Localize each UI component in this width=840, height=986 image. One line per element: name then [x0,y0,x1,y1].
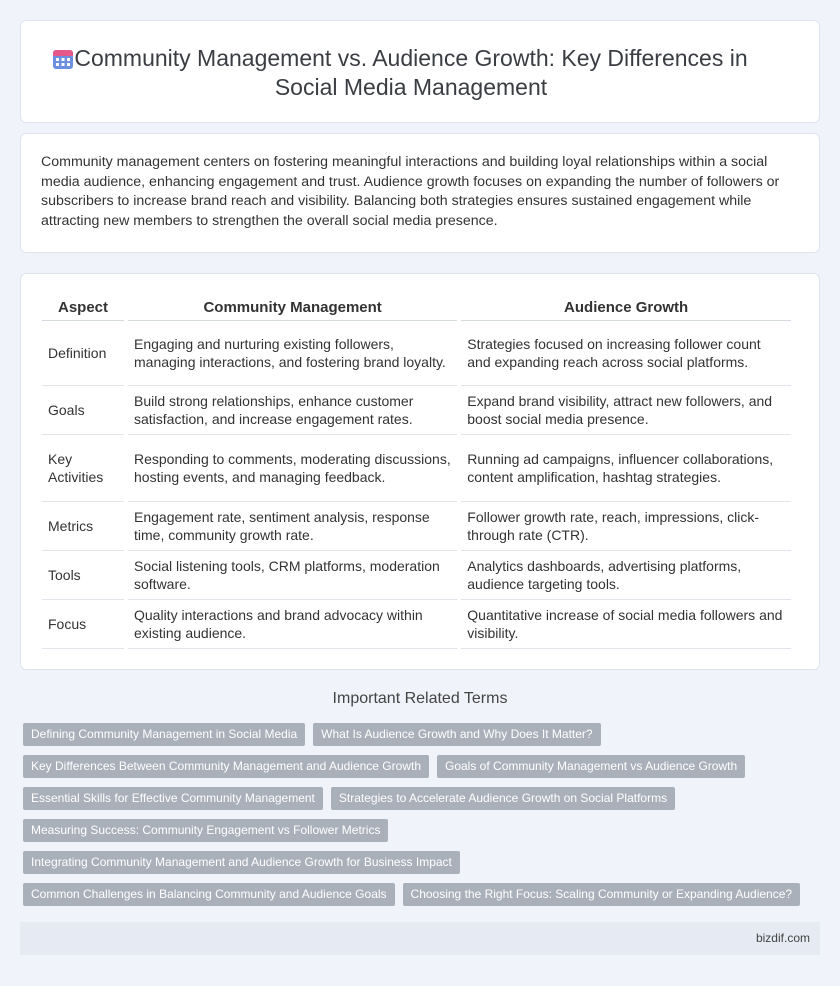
intro-card [20,133,820,253]
header-aspect: Aspect [42,294,124,321]
related-terms-list [23,723,803,906]
row-audience-cell: Strategies focused on increasing follower count and expanding reach across social platforms. [461,321,791,386]
row-aspect: Key Activities [42,435,124,502]
table-row [42,321,791,386]
footer [20,922,820,955]
related-term-link[interactable]: What Is Audience Growth and Why Does It Matter? [313,723,600,746]
related-term-link[interactable]: Goals of Community Management vs Audience Growth [437,755,745,778]
related-term-link[interactable]: Strategies to Accelerate Audience Growth on Social Platforms [331,787,675,810]
related-term-link[interactable]: Key Differences Between Community Management and Audience Growth [23,755,429,778]
row-community-cell: Build strong relationships, enhance customer satisfaction, and increase engagement rates. [128,386,457,435]
intro-paragraph: Community management centers on fostering meaningful interactions and building loyal relationships within a social media audience, enhancing engagement and trust. Audience growth focuses on expanding the number of followers or subscribers to increase brand reach and visibility. Balancing both strategies ensures sustained engagement while attracting new members to strengthen the overall social media presence. [41,154,780,229]
related-terms-heading: Important Related Terms [332,690,508,707]
related-term-link[interactable]: Essential Skills for Effective Community Management [23,787,323,810]
row-aspect: Definition [42,321,124,386]
title-card [20,20,820,123]
related-term-link[interactable]: Integrating Community Management and Audience Growth for Business Impact [23,851,460,874]
row-community-cell: Social listening tools, CRM platforms, moderation software. [128,551,457,600]
footer-site-link[interactable]: bizdif.com [755,931,810,945]
related-term-link[interactable]: Defining Community Management in Social Media [23,723,305,746]
table-row [42,386,791,435]
table-row [42,502,791,551]
comparison-table [38,294,795,649]
table-row [42,551,791,600]
row-aspect: Metrics [42,502,124,551]
table-row [42,600,791,649]
row-audience-cell: Running ad campaigns, influencer collaborations, content amplification, hashtag strategies. [461,435,791,502]
row-audience-cell: Quantitative increase of social media followers and visibility. [461,600,791,649]
row-aspect: Focus [42,600,124,649]
row-community-cell: Responding to comments, moderating discussions, hosting events, and managing feedback. [128,435,457,502]
row-community-cell: Engaging and nurturing existing followers, managing interactions, and fostering brand loyalty. [128,321,457,386]
row-aspect: Goals [42,386,124,435]
row-audience-cell: Analytics dashboards, advertising platforms, audience targeting tools. [461,551,791,600]
row-audience-cell: Expand brand visibility, attract new followers, and boost social media presence. [461,386,791,435]
row-community-cell: Quality interactions and brand advocacy within existing audience. [128,600,457,649]
header-audience-growth: Audience Growth [461,294,791,321]
row-audience-cell: Follower growth rate, reach, impressions, click-through rate (CTR). [461,502,791,551]
related-term-link[interactable]: Measuring Success: Community Engagement vs Follower Metrics [23,819,388,842]
comparison-card [20,273,820,670]
related-term-link[interactable]: Common Challenges in Balancing Community and Audience Goals [23,883,395,906]
related-term-link[interactable]: Choosing the Right Focus: Scaling Community or Expanding Audience? [403,883,801,906]
table-row [42,435,791,502]
page-title: Community Management vs. Audience Growth: Key Differences in Social Media Management [74,45,748,100]
row-community-cell: Engagement rate, sentiment analysis, response time, community growth rate. [128,502,457,551]
header-community-management: Community Management [128,294,457,321]
row-aspect: Tools [42,551,124,600]
